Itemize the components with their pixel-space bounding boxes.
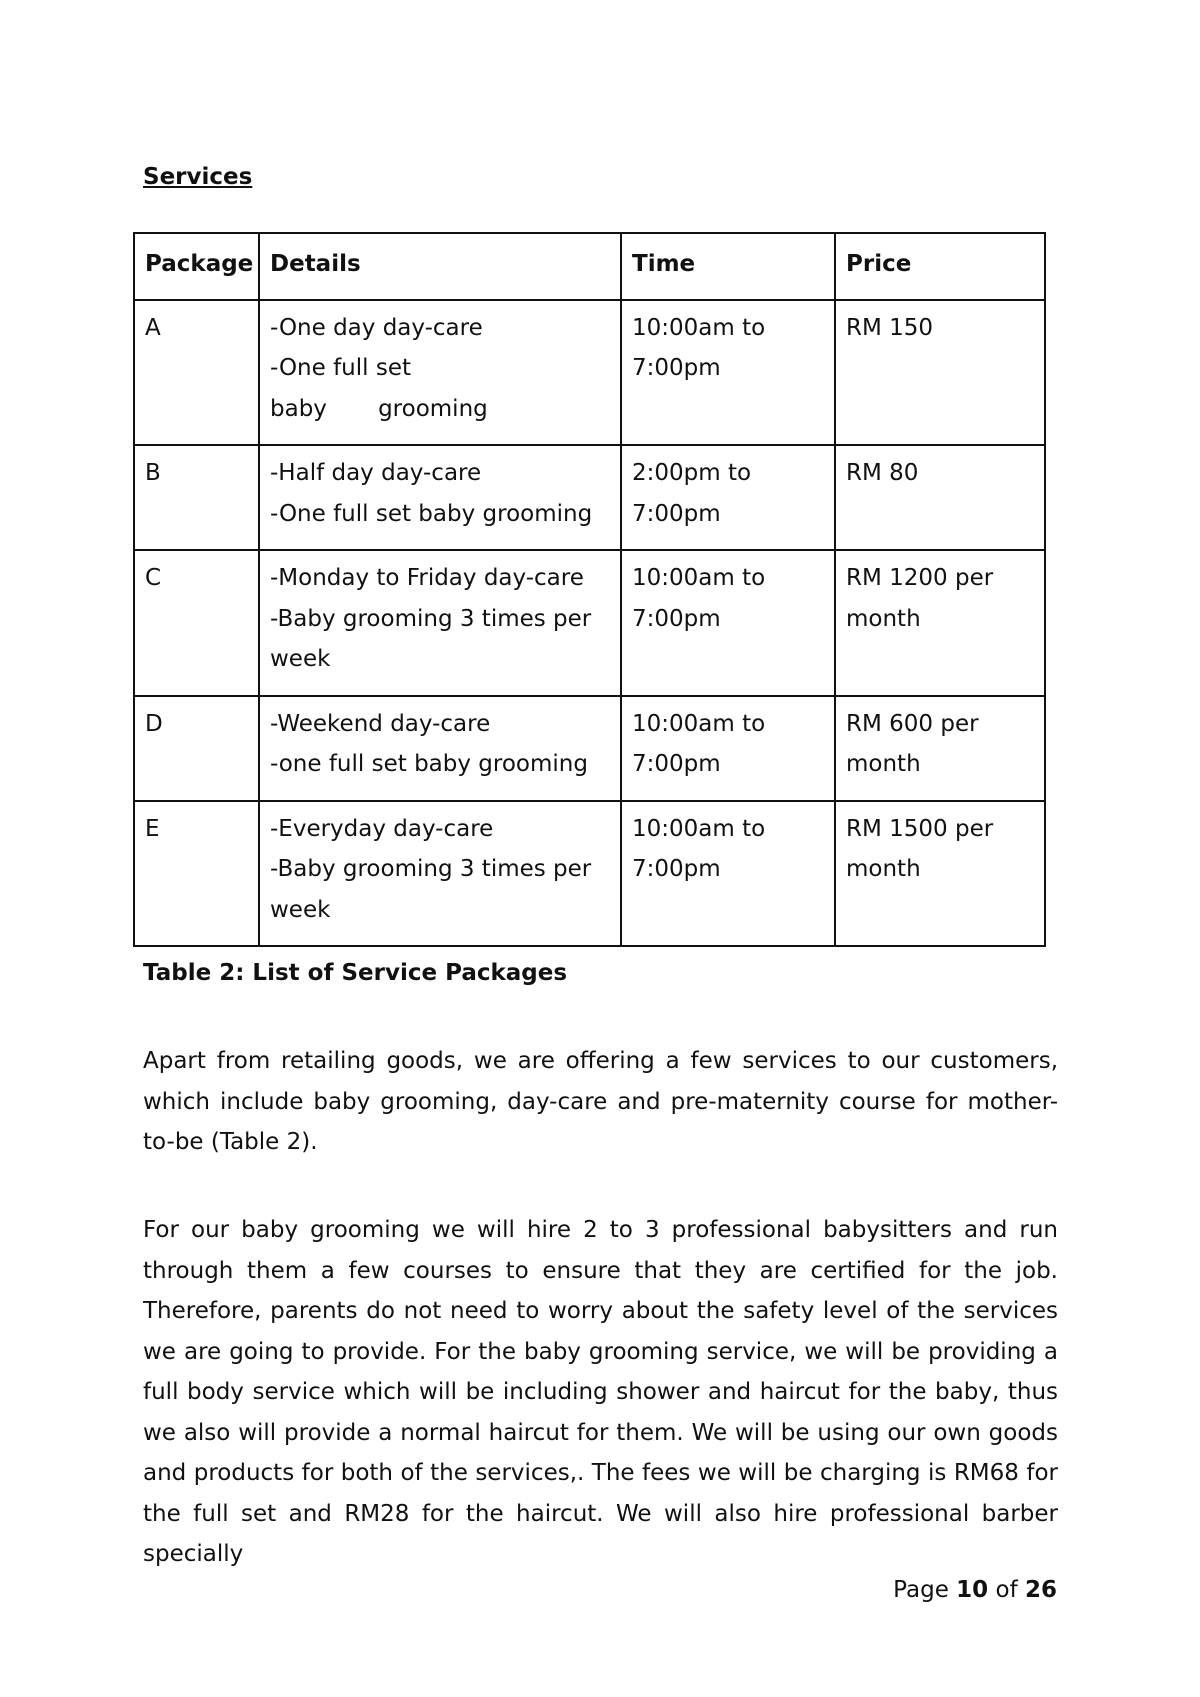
package-cell: E [134, 801, 259, 947]
table-row [134, 550, 1045, 696]
of-label: of [995, 1577, 1018, 1603]
price-line: RM 600 per [846, 710, 979, 737]
header-price: Price [835, 233, 1045, 300]
price-cell [835, 801, 1045, 947]
price-cell [835, 445, 1045, 550]
body-paragraph: Apart from retailing goods, we are offering a few services to our customers, which include baby grooming, day-care and pre-maternity course for mother-to-be (Table 2). [143, 1048, 1058, 1155]
details-line: -Weekend day-care [270, 710, 491, 737]
details-line: -one full set baby grooming [270, 751, 588, 777]
details-line: -Monday to Friday day-care [270, 565, 584, 591]
time-line: 7:00pm [632, 500, 721, 527]
price-cell [835, 696, 1045, 801]
section-heading: Services [143, 164, 253, 190]
table-header-row [134, 233, 1045, 300]
price-line: month [846, 605, 921, 632]
package-cell: C [134, 550, 259, 696]
details-line: -Baby grooming 3 times per [270, 856, 592, 882]
details-line: week [270, 646, 331, 672]
time-cell [621, 696, 835, 801]
time-cell [621, 801, 835, 947]
table-row [134, 445, 1045, 550]
time-line: 7:00pm [632, 355, 721, 381]
details-line: -One day day-care [270, 314, 483, 341]
time-cell [621, 445, 835, 550]
header-time: Time [621, 233, 835, 300]
table-row [134, 300, 1045, 446]
details-line: baby grooming [270, 395, 488, 422]
current-page: 10 [956, 1577, 989, 1603]
package-cell: A [134, 300, 259, 446]
total-pages: 26 [1024, 1577, 1057, 1603]
details-cell [259, 550, 621, 696]
time-line: 7:00pm [632, 605, 721, 632]
details-line: -Half day day-care [270, 460, 482, 486]
time-line: 10:00am to [632, 314, 766, 341]
price-line: RM 150 [846, 314, 934, 341]
price-line: RM 1500 per [846, 815, 994, 842]
price-cell [835, 300, 1045, 446]
details-line: week [270, 896, 331, 923]
time-line: 7:00pm [632, 751, 721, 777]
price-line: month [846, 856, 921, 882]
details-line: -Everyday day-care [270, 815, 494, 842]
header-details: Details [259, 233, 621, 300]
time-line: 2:00pm to [632, 460, 752, 486]
header-package: Package [134, 233, 259, 300]
details-line: -One full set baby grooming [270, 500, 593, 527]
price-cell [835, 550, 1045, 696]
time-line: 10:00am to [632, 710, 766, 737]
time-line: 10:00am to [632, 565, 766, 591]
package-cell: B [134, 445, 259, 550]
details-cell [259, 696, 621, 801]
time-cell [621, 550, 835, 696]
table-row [134, 801, 1045, 947]
page-label: Page [893, 1577, 949, 1603]
details-line: -Baby grooming 3 times per [270, 605, 592, 632]
body-paragraph: For our baby grooming we will hire 2 to 3 professional babysitters and run through them a few courses to ensure that they are certified for the job. Therefore, parents do not need to worry about the safety level of the services we are going to provide. For the baby grooming service, we will be providing a full body service which will be including shower and haircut for the baby, thus we also will provide a normal haircut for them. We will be using our own goods and products for both of the services,. The fees we will be charging is RM68 for the full set and RM28 for the haircut. We will also hire professional barber specially [143, 1217, 1058, 1567]
table-row [134, 696, 1045, 801]
time-cell [621, 300, 835, 446]
details-cell [259, 445, 621, 550]
price-line: month [846, 751, 921, 777]
time-line: 7:00pm [632, 856, 721, 882]
details-cell [259, 801, 621, 947]
table-caption: Table 2: List of Service Packages [143, 960, 568, 986]
page-number [893, 1577, 1057, 1605]
service-packages-table [133, 232, 1046, 947]
details-line: -One full set [270, 355, 411, 381]
package-cell: D [134, 696, 259, 801]
price-line: RM 80 [846, 460, 919, 486]
price-line: RM 1200 per [846, 565, 994, 591]
time-line: 10:00am to [632, 815, 766, 842]
details-cell [259, 300, 621, 446]
